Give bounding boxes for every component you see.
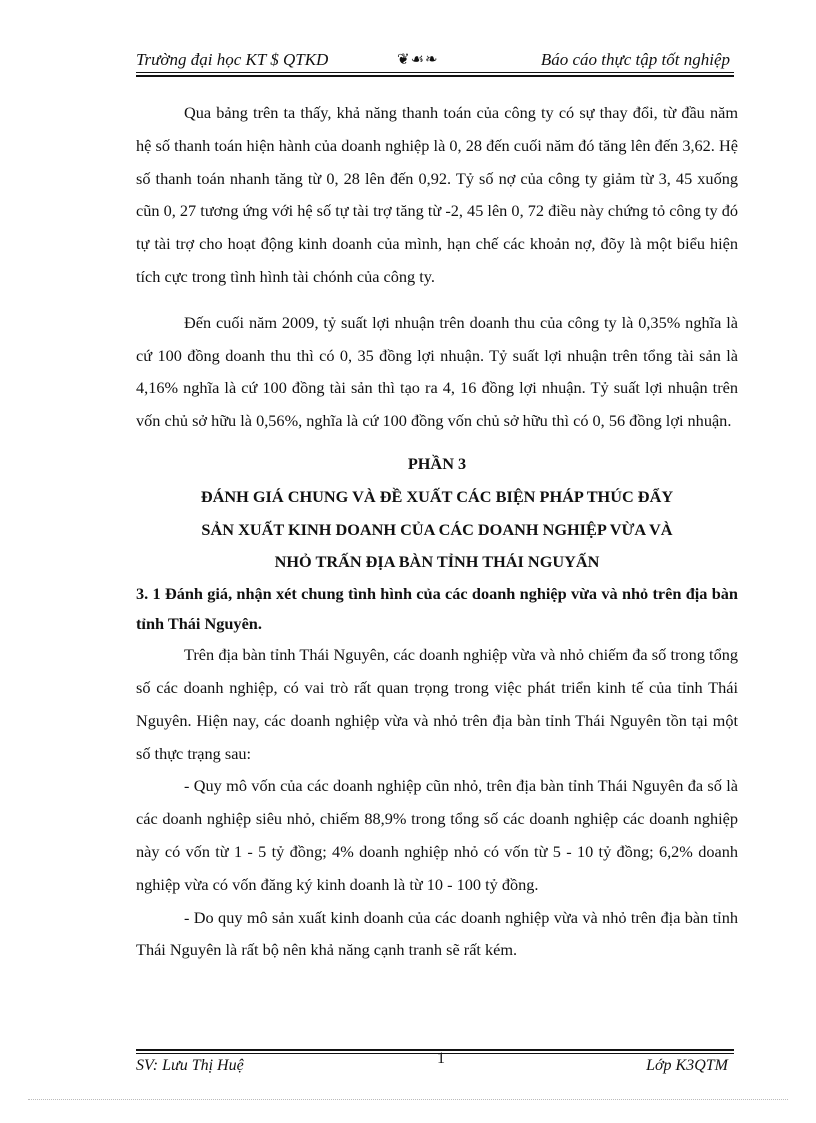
footer-class-name: Lớp K3QTM [646, 1057, 728, 1074]
header-divider-thick [136, 75, 734, 77]
footer-student-name: SV: Lưu Thị Huệ [136, 1057, 244, 1074]
page-number: 1 [437, 1050, 445, 1067]
paragraph-liquidity: Qua bảng trên ta thấy, khả năng thanh toán của công ty có sự thay đổi, từ đầu năm hệ số thanh toán hiện hành của doanh nghiệp là 0, 28 đến cuối năm đó tăng lên đến 3,62. Hệ số thanh toán nhanh tăng từ 0, 28 lên đến 0,92. Tỷ số nợ của công ty giảm từ 3, 45 xuống cũn 0, 27 tương ứng với hệ số tự tài trợ tăng từ -2, 45 lên 0, 72 điều này chứng tỏ công ty đó tự tài trợ cho hoạt động kinh doanh của mình, hạn chế các khoản nợ, đõy là một biểu hiện tích cực trong tình hình tài chónh của công ty. [136, 103, 738, 286]
header-school-name: Trường đại học KT $ QTKD [136, 50, 329, 69]
header-report-title: Báo cáo thực tập tốt nghiệp [540, 50, 730, 69]
part-label: PHẦN 3 [407, 453, 467, 473]
header-ornament-icon: ❦☙❧ [397, 52, 439, 68]
part-title-line-2: SẢN XUẤT KINH DOANH CỦA CÁC DOANH NGHIỆP VỪA VÀ [201, 519, 673, 539]
footer-divider-thick [136, 1049, 734, 1051]
footer-divider [136, 1053, 734, 1054]
part-title-line-3: NHỎ TRẤN ĐỊA BÀN TỈNH THÁI NGUYẤN [274, 552, 600, 572]
document-body [136, 97, 738, 967]
page-bottom-border [28, 1099, 788, 1100]
paragraph-profitability: Đến cuối năm 2009, tỷ suất lợi nhuận trên doanh thu của công ty là 0,35% nghĩa là cứ 100 đồng doanh thu thì có 0, 35 đồng lợi nhuận. Tỷ suất lợi nhuận trên tổng tài sản là 4,16% nghĩa là cứ 100 đồng tài sản thì tạo ra 4, 16 đồng lợi nhuận. Tỷ suất lợi nhuận trên vốn chủ sở hữu là 0,56%, nghĩa là cứ 100 đồng vốn chủ sở hữu thì có 0, 56 đồng lợi nhuận. [136, 312, 738, 431]
section-heading: 3. 1 Đánh giá, nhận xét chung tình hình của các doanh nghiệp vừa và nhỏ trên địa bàn tỉnh Thái Nguyên. [136, 584, 738, 634]
header-divider [136, 72, 734, 73]
part-title-line-1: ĐÁNH GIÁ CHUNG VÀ ĐỀ XUẤT CÁC BIỆN PHÁP THÚC ĐẨY [200, 486, 674, 506]
paragraph-overview: Trên địa bàn tỉnh Thái Nguyên, các doanh nghiệp vừa và nhỏ chiếm đa số trong tổng số các doanh nghiệp, có vai trò rất quan trọng trong việc phát triển kinh tế của tỉnh Thái Nguyên. Hiện nay, các doanh nghiệp vừa và nhỏ trên địa bàn tỉnh Thái Nguyên tồn tại một số thực trạng sau: [136, 645, 738, 763]
bullet-capital-scale: - Quy mô vốn của các doanh nghiệp cũn nhỏ, trên địa bàn tỉnh Thái Nguyên đa số là các doanh nghiệp siêu nhỏ, chiếm 88,9% trong tổng số các doanh nghiệp các doanh nghiệp này có vốn từ 1 - 5 tỷ đồng; 4% doanh nghiệp nhỏ có vốn từ 5 - 10 tỷ đồng; 6,2% doanh nghiệp vừa có vốn đăng ký kinh doanh là từ 10 - 100 tỷ đồng. [136, 776, 738, 894]
bullet-competitiveness: - Do quy mô sản xuất kinh doanh của các doanh nghiệp vừa và nhỏ trên địa bàn tỉnh Thái Nguyên là rất bộ nên khả năng cạnh tranh sẽ rất kém. [136, 907, 738, 960]
